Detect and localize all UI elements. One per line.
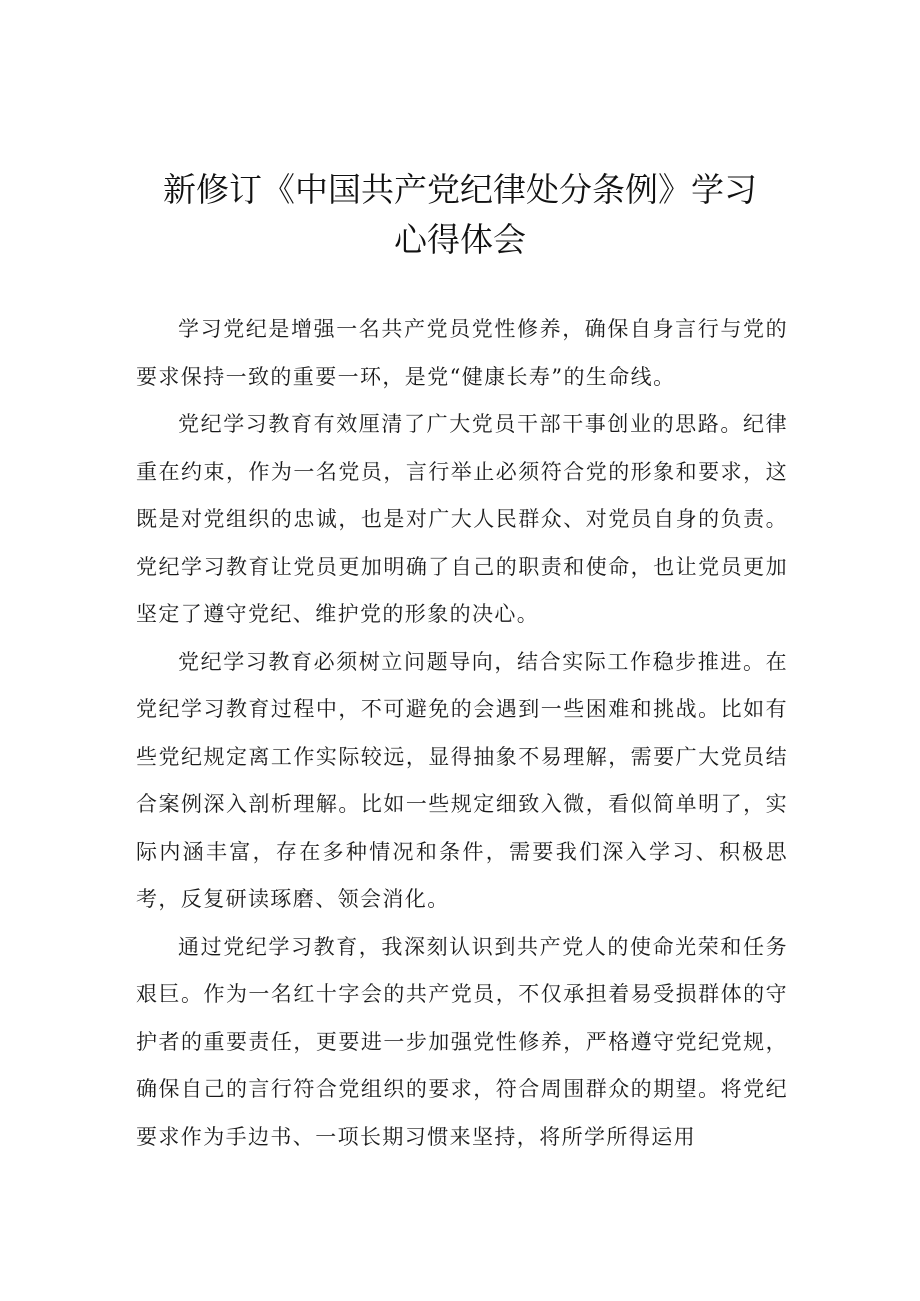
- title-line-2: 心得体会: [394, 220, 526, 259]
- paragraph-1: 学习党纪是增强一名共产党员党性修养，确保自身言行与党的要求保持一致的重要一环，是党“健康长寿”的生命线。: [136, 317, 788, 389]
- document-title: [0, 165, 920, 265]
- paragraph-3: 党纪学习教育必须树立问题导向，结合实际工作稳步推进。在党纪学习教育过程中，不可避免的会遇到一些困难和挑战。比如有些党纪规定离工作实际较远，显得抽象不易理解，需要广大党员结合案例深入剖析理解。比如一些规定细致入微，看似简单明了，实际内涵丰富，存在多种情况和条件，需要我们深入学习、积极思考，反复研读琢磨、领会消化。: [136, 649, 788, 911]
- title-line-1: 新修订《中国共产党纪律处分条例》学习: [163, 170, 757, 209]
- paragraph-4: 通过党纪学习教育，我深刻认识到共产党人的使命光荣和任务艰巨。作为一名红十字会的共产党员，不仅承担着易受损群体的守护者的重要责任，更要进一步加强党性修养，严格遵守党纪党规，确保自己的言行符合党组织的要求，符合周围群众的期望。将党纪要求作为手边书、一项长期习惯来坚持，将所学所得运用: [136, 934, 788, 1149]
- document-body: [136, 306, 788, 1161]
- paragraph-2: 党纪学习教育有效厘清了广大党员干部干事创业的思路。纪律重在约束，作为一名党员，言行举止必须符合党的形象和要求，这既是对党组织的忠诚，也是对广大人民群众、对党员自身的负责。党纪学习教育让党员更加明确了自己的职责和使命，也让党员更加坚定了遵守党纪、维护党的形象的决心。: [136, 412, 788, 626]
